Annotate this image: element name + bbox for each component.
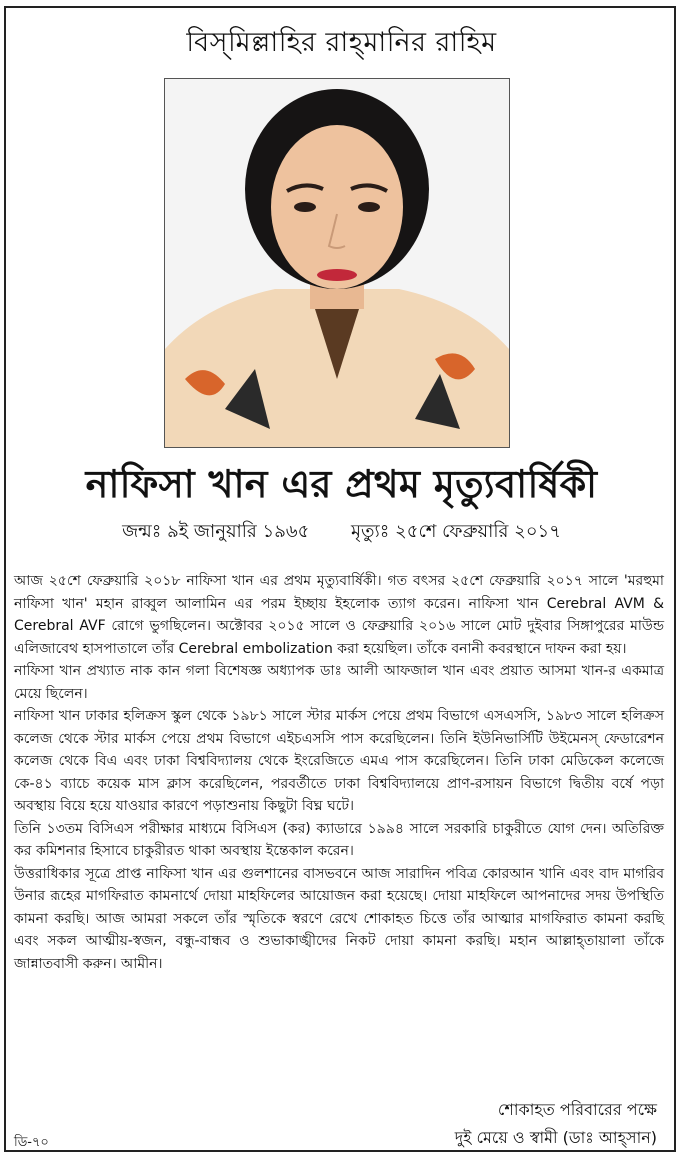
obituary-body — [14, 570, 664, 975]
death-date: মৃত্যুঃ ২৫শে ফেব্রুয়ারি ২০১৭ — [351, 521, 561, 542]
birth-date: জন্মঃ ৯ই জানুয়ারি ১৯৬৫ — [122, 521, 310, 542]
paragraph: উত্তরাধিকার সূত্রে প্রাপ্ত নাফিসা খান এর গুলশানের বাসভবনে আজ সারাদিন পবিত্র কোরআন খানি এবং বাদ মাগরিব উনার রূহের মাগফিরাত কামনার্থে দোয়া মাহফিলের আয়োজন করা হয়েছে। দোয়া মাহফিলে আপনাদের সদয় উপস্থিতি কামনা করছি। আজ আমরা সকলে তাঁর স্মৃতিকে স্বরণে রেখে শোকাহত চিত্তে তাঁর আত্মার মাগফিরাত কামনা করছি এবং সকল আত্মীয়-স্বজন, বন্ধু-বান্ধব ও শুভাকাঙ্খীদের নিকট দোয়া কামনা করছি। মহান আল্লাহ্‌তায়ালা তাঁকে জান্নাতবাসী করুন। আমীন। — [14, 865, 664, 972]
bismillah-heading: বিস্‌মিল্লাহির রাহ্‌মানির রাহিম — [186, 27, 497, 58]
signature-line-2: দুই মেয়ে ও স্বামী (ডাঃ আহ্‌সান) — [454, 1128, 657, 1147]
paragraph: আজ ২৫শে ফেব্রুয়ারি ২০১৮ নাফিসা খান এর প্রথম মৃত্যুবার্ষিকী। গত বৎসর ২৫শে ফেব্রুয়ারি ২০১৭ সালে 'মরহুমা নাফিসা খান' মহান রাব্বুল আলামিন এর পরম ইচ্ছায় ইহলোক ত্যাগ করেন। নাফিসা খান Cerebral AVM & Cerebral AVF রোগে ভুগছিলেন। অক্টোবর ২০১৫ সালে ও ফেব্রুয়ারি ২০১৬ সালে মোট দুইবার সিঙ্গাপুরের মাউন্ড এলিজাবেথ হাসপাতালে তাঁর Cerebral embolization করা হয়েছিল। তাঁকে বনানী কবরস্থানে দাফন করা হয়। — [14, 573, 664, 657]
obituary-title: নাফিসা খান এর প্রথম মৃত্যুবার্ষিকী — [85, 462, 598, 506]
ad-code: ডি-৭০ — [14, 1135, 49, 1150]
paragraph: নাফিসা খান প্রখ্যাত নাক কান গলা বিশেষজ্ঞ অধ্যাপক ডাঃ আলী আফজাল খান এবং প্রয়াত আসমা খান-র একমাত্র মেয়ে ছিলেন। — [14, 663, 664, 702]
life-dates — [0, 517, 683, 548]
portrait-photo — [164, 78, 510, 448]
paragraph: তিনি ১৩তম বিসিএস পরীক্ষার মাধ্যমে বিসিএস (কর) ক্যাডারে ১৯৯৪ সালে সরকারি চাকুরীতে যোগ দেন। অতিরিক্ত কর কমিশনার হিসাবে চাকুরীরত থাকা অবস্থায় ইন্তেকাল করেন। — [14, 820, 664, 859]
signature-block — [455, 1096, 657, 1152]
signature-line-1: শোকাহত পরিবারের পক্ষে — [497, 1100, 657, 1119]
portrait-illustration — [165, 79, 509, 447]
paragraph: নাফিসা খান ঢাকার হলিক্রস স্কুল থেকে ১৯৮১ সালে স্টার মার্কস পেয়ে প্রথম বিভাগে এসএসসি, ১৯৮৩ সালে হলিক্রস কলেজ থেকে স্টার মার্কস পেয়ে প্রথম বিভাগে এইচএসসি পাস করেছিলেন। তিনি ইউনিভার্সিটি উইমেনস্ ফেডারেশন কলেজ থেকে বিএ এবং ঢাকা বিশ্ববিদ্যালয় থেকে ইংরেজিতে এমএ পাস করেছিলেন। তিনি ঢাকা মেডিকেল কলেজে কে-৪১ ব্যাচে কয়েক মাস ক্লাস করেছিলেন, পরবর্তীতে ঢাকা বিশ্ববিদ্যালয়ে প্রাণ-রসায়ন বিভাগে দ্বিতীয় বর্ষে পড়া অবস্থায় বিয়ে হয়ে যাওয়ার কারণে পড়াশুনায় কিছুটা বিঘ্ন ঘটে। — [14, 708, 664, 814]
